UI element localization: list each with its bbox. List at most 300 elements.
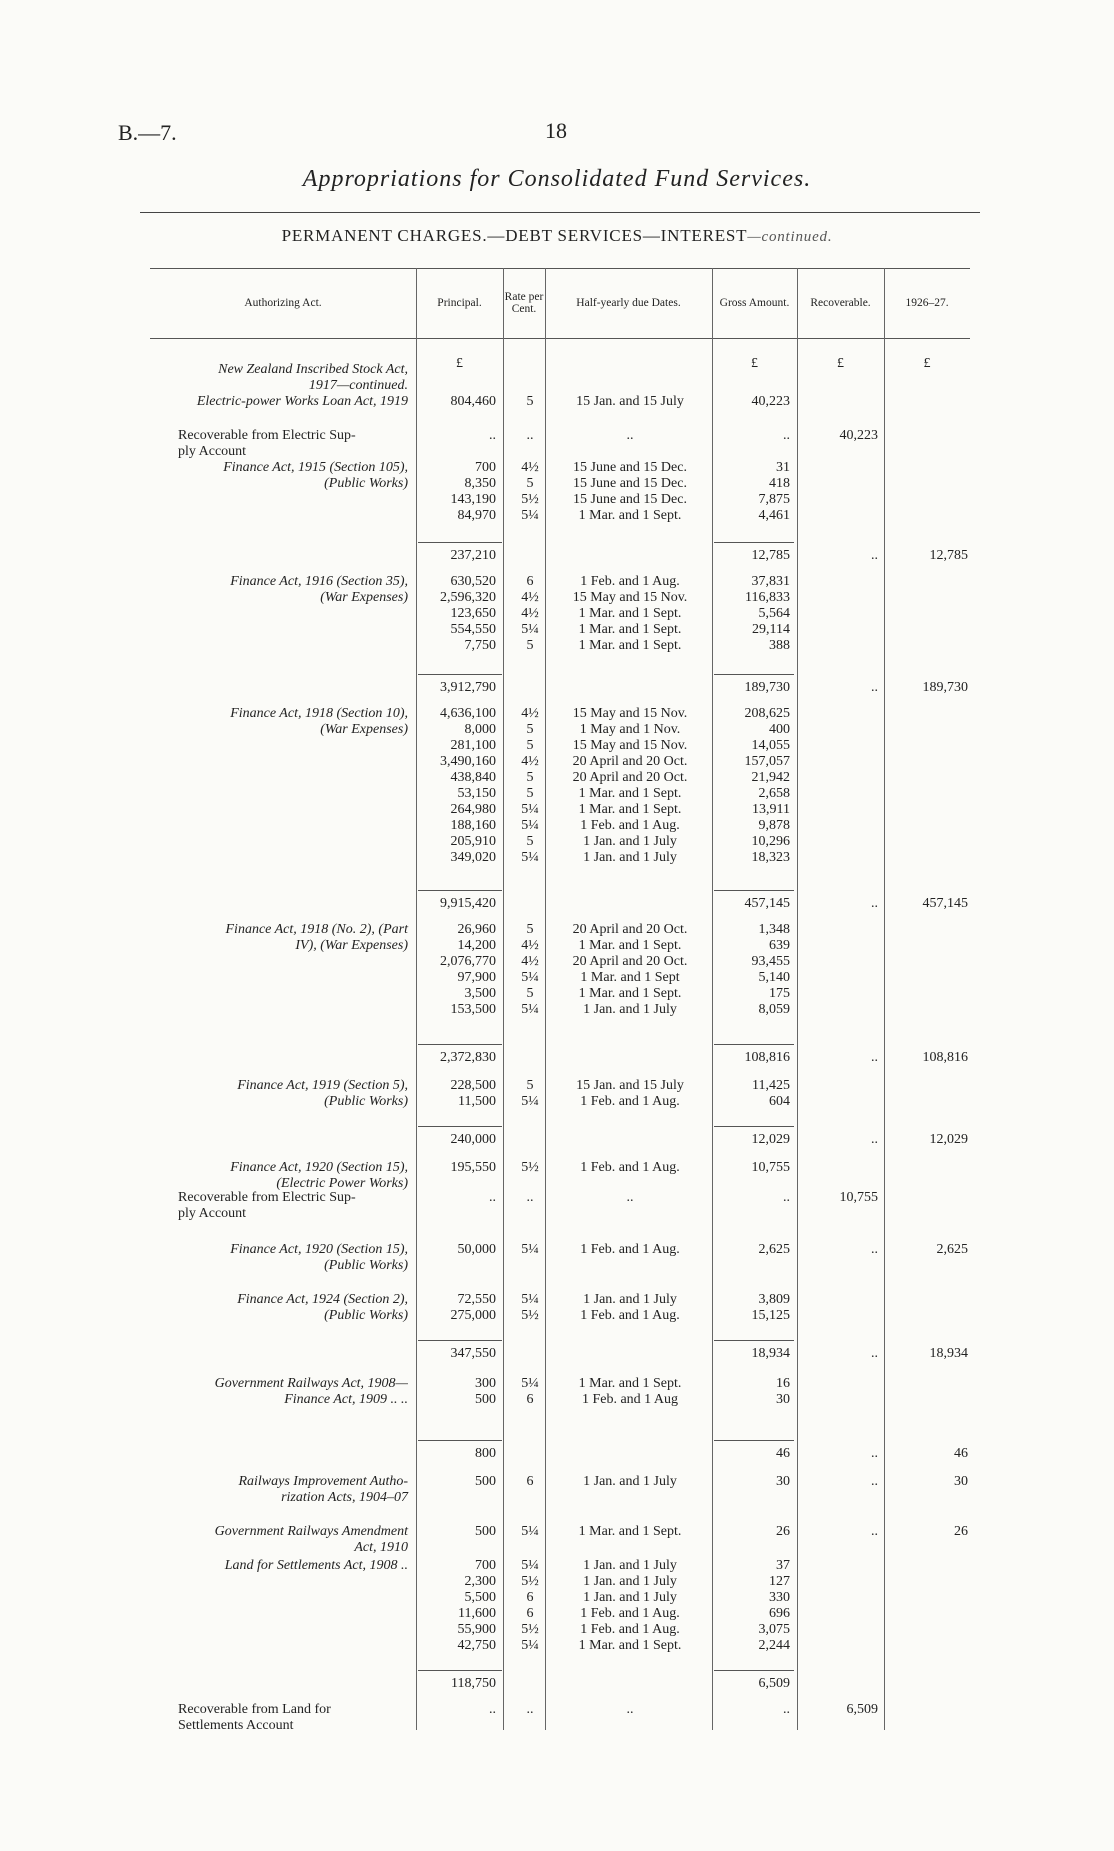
cell-principal: 264,980 [450, 802, 496, 817]
cell-dates: 1 Mar. and 1 Sept. [578, 508, 682, 523]
table-header-rule [150, 338, 970, 339]
table-row [0, 1574, 1114, 1590]
cell-dates: .. [626, 428, 634, 443]
cell-gross: 7,875 [758, 492, 790, 507]
cell-gross: 8,059 [758, 1002, 790, 1017]
cell-rate: 6 [526, 1590, 534, 1605]
cell-rate: 5 [526, 834, 534, 849]
cell-gross: 10,296 [751, 834, 790, 849]
col-header-rate: Rate per Cent. [504, 291, 544, 315]
cell-principal: 26,960 [457, 922, 496, 937]
cell-rate: 5 [526, 638, 534, 653]
cell-principal: 804,460 [450, 394, 496, 409]
subtotal-principal: 3,912,790 [440, 680, 496, 695]
subtotal-rule [418, 542, 502, 543]
cell-principal: 84,970 [457, 508, 496, 523]
cell-principal: 8,350 [464, 476, 496, 491]
cell-principal: 50,000 [457, 1242, 496, 1257]
cell-dates: 15 June and 15 Dec. [573, 460, 687, 475]
table-row [0, 1078, 1114, 1094]
cell-principal: 42,750 [457, 1638, 496, 1653]
cell-dates: 1 Mar. and 1 Sept. [578, 638, 682, 653]
table-row [0, 508, 1114, 524]
cell-principal: 349,020 [450, 850, 496, 865]
cell-principal: 275,000 [450, 1308, 496, 1323]
cell-gross: 208,625 [744, 706, 790, 721]
subtotal-recoverable: .. [871, 896, 878, 911]
table-row [0, 492, 1114, 508]
table-row [0, 394, 1114, 410]
cell-gross: .. [783, 428, 790, 443]
cell-gross: 3,809 [758, 1292, 790, 1307]
cell-gross: 13,911 [752, 802, 790, 817]
subtotal-principal: 118,750 [451, 1676, 496, 1691]
act-line: Finance Act, 1920 (Section 15), [230, 1242, 408, 1257]
cell-rate: 5½ [521, 1574, 539, 1589]
cell-principal: 205,910 [450, 834, 496, 849]
cell-rate: .. [526, 428, 534, 443]
cell-dates: 15 May and 15 Nov. [572, 590, 688, 605]
col-header-principal: Principal. [437, 297, 482, 309]
subtitle-main: PERMANENT CHARGES.—DEBT SERVICES—INTEREST [281, 226, 748, 245]
cell-gross: 40,223 [751, 394, 790, 409]
subtotal-principal: 237,210 [450, 548, 496, 563]
cell-recoverable: .. [871, 1242, 878, 1257]
cell-rate: 4½ [521, 606, 539, 621]
subtotal-year: 18,934 [929, 1346, 968, 1361]
table-row [0, 754, 1114, 770]
cell-dates: 1 Mar. and 1 Sept. [578, 1524, 682, 1539]
subtotal-row [0, 1050, 1114, 1066]
cell-gross: .. [783, 1702, 790, 1717]
subtotal-rule [714, 1044, 794, 1045]
table-row [0, 1392, 1114, 1408]
cell-gross: 4,461 [758, 508, 790, 523]
cell-rate: 6 [526, 1474, 534, 1489]
col-header-gross: Gross Amount. [719, 297, 790, 309]
cell-dates: 1 Mar. and 1 Sept. [578, 786, 682, 801]
cell-principal: 153,500 [450, 1002, 496, 1017]
table-row [0, 1638, 1114, 1654]
cell-gross: 639 [769, 938, 790, 953]
cell-dates: 1 Jan. and 1 July [583, 850, 677, 865]
act-line: Recoverable from Electric Sup- [178, 1190, 356, 1205]
subtotal-rule [714, 1340, 794, 1341]
cell-principal: 700 [475, 460, 496, 475]
act-line: Railways Improvement Autho- [238, 1474, 408, 1489]
cell-gross: 11,425 [752, 1078, 790, 1093]
act-line: (Public Works) [324, 1094, 408, 1109]
subtotal-rule [714, 1440, 794, 1441]
cell-rate: 5¼ [521, 1524, 539, 1539]
cell-rate: 5¼ [521, 970, 539, 985]
subtotal-recoverable: .. [871, 1346, 878, 1361]
cell-principal: 97,900 [457, 970, 496, 985]
subtotal-year: 12,785 [929, 548, 968, 563]
act-line: (War Expenses) [320, 590, 408, 605]
subtotal-gross: 189,730 [744, 680, 790, 695]
cell-dates: 20 April and 20 Oct. [572, 954, 688, 969]
act-line: (Electric Power Works) [276, 1176, 408, 1191]
subtotal-rule [418, 890, 502, 891]
cell-dates: 15 June and 15 Dec. [573, 476, 687, 491]
cell-gross: 330 [769, 1590, 790, 1605]
table-row [0, 802, 1114, 818]
cell-gross: 93,455 [751, 954, 790, 969]
cell-rate: 4½ [521, 590, 539, 605]
cell-principal: 500 [475, 1474, 496, 1489]
cell-dates: 1 Mar. and 1 Sept. [578, 1376, 682, 1391]
subtotal-row [0, 680, 1114, 696]
cell-dates: 1 Feb. and 1 Aug. [580, 1606, 680, 1621]
cell-principal: 11,600 [458, 1606, 496, 1621]
cell-principal: 3,490,160 [440, 754, 496, 769]
subtotal-recoverable: .. [871, 1132, 878, 1147]
subtotal-row [0, 896, 1114, 912]
subtotal-year: 189,730 [922, 680, 968, 695]
cell-gross: 16 [776, 1376, 790, 1391]
cell-principal: 438,840 [450, 770, 496, 785]
cell-dates: 20 April and 20 Oct. [572, 770, 688, 785]
cell-dates: 1 Mar. and 1 Sept. [578, 986, 682, 1001]
cell-dates: 1 Mar. and 1 Sept. [578, 1638, 682, 1653]
act-line: (Public Works) [324, 1258, 408, 1273]
cell-principal: 700 [475, 1558, 496, 1573]
cell-principal: 554,550 [450, 622, 496, 637]
col-header-recoverable: Recoverable. [810, 297, 871, 309]
subtotal-rule [418, 674, 502, 675]
cell-gross: 418 [769, 476, 790, 491]
cell-rate: 5¼ [521, 508, 539, 523]
act-line: Government Railways Act, 1908— [214, 1376, 408, 1391]
cell-gross: 696 [769, 1606, 790, 1621]
cell-gross: 30 [776, 1392, 790, 1407]
cell-principal: .. [489, 428, 496, 443]
cell-rate: 5 [526, 770, 534, 785]
cell-gross: 9,878 [758, 818, 790, 833]
table-row [0, 1094, 1114, 1110]
cell-principal: .. [489, 1702, 496, 1717]
cell-rate: 5¼ [521, 850, 539, 865]
cell-principal: 3,500 [464, 986, 496, 1001]
cell-year: 30 [954, 1474, 968, 1489]
cell-dates: 1 Feb. and 1 Aug. [580, 1160, 680, 1175]
act-line: Finance Act, 1918 (Section 10), [230, 706, 408, 721]
cell-principal: 5,500 [464, 1590, 496, 1605]
cell-recoverable: 6,509 [846, 1702, 878, 1717]
subtotal-gross: 6,509 [758, 1676, 790, 1691]
cell-recoverable: .. [871, 1474, 878, 1489]
cell-rate: .. [526, 1702, 534, 1717]
cell-principal: 188,160 [450, 818, 496, 833]
subtotal-recoverable: .. [871, 680, 878, 695]
cell-dates: 15 Jan. and 15 July [576, 1078, 684, 1093]
cell-rate: 6 [526, 574, 534, 589]
cell-rate: 5 [526, 722, 534, 737]
cell-gross: 18,323 [751, 850, 790, 865]
cell-principal: 300 [475, 1376, 496, 1391]
table-row [0, 986, 1114, 1002]
cell-gross: .. [783, 1190, 790, 1205]
cell-rate: 5 [526, 394, 534, 409]
cell-dates: 15 May and 15 Nov. [572, 706, 688, 721]
subtotal-rule [714, 1670, 794, 1671]
cell-gross: 10,755 [751, 1160, 790, 1175]
cell-gross: 5,140 [758, 970, 790, 985]
cell-rate: 5¼ [521, 1292, 539, 1307]
cell-gross: 400 [769, 722, 790, 737]
table-row [0, 954, 1114, 970]
cell-dates: 1 Jan. and 1 July [583, 834, 677, 849]
cell-principal: 143,190 [450, 492, 496, 507]
cell-gross: 26 [776, 1524, 790, 1539]
cell-dates: 1 Jan. and 1 July [583, 1292, 677, 1307]
cell-dates: 1 Mar. and 1 Sept. [578, 622, 682, 637]
table-row [0, 1292, 1114, 1308]
cell-gross: 2,658 [758, 786, 790, 801]
act-line: Government Railways Amendment [214, 1524, 408, 1539]
subtotal-principal: 800 [475, 1446, 496, 1461]
subtotal-gross: 12,029 [751, 1132, 790, 1147]
cell-gross: 116,833 [745, 590, 790, 605]
cell-rate: 5½ [521, 1622, 539, 1637]
cell-rate: 5 [526, 476, 534, 491]
page-number: 18 [545, 118, 567, 143]
title-rule [140, 212, 980, 213]
cell-rate: 6 [526, 1606, 534, 1621]
table-row [0, 818, 1114, 834]
subtotal-year: 12,029 [929, 1132, 968, 1147]
cell-rate: 5½ [521, 492, 539, 507]
cell-gross: 15,125 [751, 1308, 790, 1323]
act-line: (Public Works) [324, 1308, 408, 1323]
table-row [0, 850, 1114, 866]
cell-rate: 5 [526, 786, 534, 801]
act-line: Finance Act, 1909 .. .. [284, 1392, 408, 1407]
table-row [0, 786, 1114, 802]
cell-gross: 127 [769, 1574, 790, 1589]
cell-gross: 31 [776, 460, 790, 475]
table-row [0, 1474, 1114, 1490]
cell-rate: 5¼ [521, 802, 539, 817]
table-row [0, 1524, 1114, 1540]
cell-dates: 20 April and 20 Oct. [572, 754, 688, 769]
cell-rate: 5½ [521, 1308, 539, 1323]
cell-principal: 55,900 [457, 1622, 496, 1637]
cell-gross: 604 [769, 1094, 790, 1109]
cell-rate: .. [526, 1190, 534, 1205]
cell-rate: 5 [526, 986, 534, 1001]
cell-rate: 6 [526, 1392, 534, 1407]
act-line: IV), (War Expenses) [295, 938, 408, 953]
subtotal-rule [714, 674, 794, 675]
table-row [0, 1376, 1114, 1392]
cell-principal: 11,500 [458, 1094, 496, 1109]
subtotal-principal: 2,372,830 [440, 1050, 496, 1065]
currency-recoverable: £ [837, 356, 844, 371]
page-title: Appropriations for Consolidated Fund Services. [302, 166, 812, 192]
table-row [0, 622, 1114, 638]
subtotal-gross: 46 [776, 1446, 790, 1461]
cell-dates: .. [626, 1190, 634, 1205]
cell-recoverable: .. [871, 1524, 878, 1539]
cell-dates: 1 Feb. and 1 Aug. [580, 1094, 680, 1109]
subtotal-recoverable: .. [871, 1050, 878, 1065]
cell-principal: 2,076,770 [440, 954, 496, 969]
table-row [0, 938, 1114, 954]
currency-principal: £ [456, 356, 463, 371]
cell-principal: 2,596,320 [440, 590, 496, 605]
subtotal-rule [714, 1126, 794, 1127]
act-line: New Zealand Inscribed Stock Act, [218, 362, 408, 377]
act-line: Finance Act, 1915 (Section 105), [223, 460, 408, 475]
act-line: Finance Act, 1916 (Section 35), [230, 574, 408, 589]
cell-rate: 4½ [521, 938, 539, 953]
subtotal-principal: 240,000 [450, 1132, 496, 1147]
cell-principal: 123,650 [450, 606, 496, 621]
cell-rate: 5½ [521, 1160, 539, 1175]
subtotal-gross: 108,816 [744, 1050, 790, 1065]
cell-gross: 29,114 [752, 622, 790, 637]
act-line: Finance Act, 1919 (Section 5), [237, 1078, 408, 1093]
table-row [0, 1558, 1114, 1574]
cell-dates: 1 Mar. and 1 Sept. [578, 606, 682, 621]
cell-rate: 5¼ [521, 1638, 539, 1653]
table-row [0, 722, 1114, 738]
cell-dates: 1 Mar. and 1 Sept [580, 970, 680, 985]
subtotal-rule [714, 890, 794, 891]
cell-rate: 4½ [521, 460, 539, 475]
act-line: Recoverable from Land for [178, 1702, 331, 1717]
table-row [0, 428, 1114, 444]
cell-dates: 1 Jan. and 1 July [583, 1474, 677, 1489]
cell-gross: 2,625 [758, 1242, 790, 1257]
cell-gross: 3,075 [758, 1622, 790, 1637]
table-row [0, 1702, 1114, 1718]
table-row [0, 476, 1114, 492]
cell-principal: 195,550 [450, 1160, 496, 1175]
cell-dates: 20 April and 20 Oct. [572, 922, 688, 937]
cell-principal: 4,636,100 [440, 706, 496, 721]
cell-gross: 37,831 [751, 574, 790, 589]
cell-rate: 5 [526, 738, 534, 753]
cell-rate: 5¼ [521, 1558, 539, 1573]
cell-dates: 1 Feb. and 1 Aug. [580, 1622, 680, 1637]
cell-dates: 15 June and 15 Dec. [573, 492, 687, 507]
cell-principal: 8,000 [464, 722, 496, 737]
col-header-year: 1926–27. [905, 297, 949, 309]
table-row [0, 1190, 1114, 1206]
subtotal-row [0, 1446, 1114, 1462]
cell-principal: .. [489, 1190, 496, 1205]
subtotal-row [0, 548, 1114, 564]
cell-recoverable: 10,755 [839, 1190, 878, 1205]
cell-dates: .. [626, 1702, 634, 1717]
cell-dates: 1 Feb. and 1 Aug. [580, 1308, 680, 1323]
cell-principal: 281,100 [450, 738, 496, 753]
act-line: ply Account [178, 1206, 247, 1221]
cell-rate: 4½ [521, 754, 539, 769]
cell-dates: 1 Jan. and 1 July [583, 1002, 677, 1017]
table-row [0, 1590, 1114, 1606]
table-row [0, 770, 1114, 786]
cell-gross: 1,348 [758, 922, 790, 937]
table-row [0, 738, 1114, 754]
currency-year: £ [923, 356, 931, 371]
cell-principal: 500 [475, 1392, 496, 1407]
table-row [0, 970, 1114, 986]
table-row [0, 574, 1114, 590]
cell-dates: 1 Mar. and 1 Sept. [578, 938, 682, 953]
currency-gross: £ [751, 356, 758, 371]
cell-rate: 5 [526, 922, 534, 937]
subtotal-year: 46 [954, 1446, 968, 1461]
act-line: ply Account [178, 444, 247, 459]
cell-dates: 1 Jan. and 1 July [583, 1590, 677, 1605]
act-line: Finance Act, 1924 (Section 2), [237, 1292, 408, 1307]
cell-dates: 15 Jan. and 15 July [576, 394, 684, 409]
table-row [0, 1606, 1114, 1622]
act-line: Finance Act, 1918 (No. 2), (Part [225, 922, 408, 937]
cell-rate: 5¼ [521, 1094, 539, 1109]
table-row [0, 1160, 1114, 1176]
act-line: Land for Settlements Act, 1908 .. [224, 1558, 408, 1573]
act-line: Finance Act, 1920 (Section 15), [230, 1160, 408, 1175]
cell-dates: 1 May and 1 Nov. [579, 722, 681, 737]
col-header-dates: Half-yearly due Dates. [576, 297, 681, 309]
subtotal-gross: 18,934 [751, 1346, 790, 1361]
subtotal-rule [418, 1126, 502, 1127]
cell-principal: 228,500 [450, 1078, 496, 1093]
subtotal-gross: 12,785 [751, 548, 790, 563]
cell-gross: 175 [769, 986, 790, 1001]
cell-principal: 53,150 [457, 786, 496, 801]
subtotal-principal: 347,550 [450, 1346, 496, 1361]
cell-gross: 37 [776, 1558, 790, 1573]
cell-rate: 5¼ [521, 1376, 539, 1391]
act-line: 1917—continued. [308, 378, 408, 393]
subtotal-row [0, 1676, 1114, 1692]
cell-principal: 7,750 [464, 638, 496, 653]
cell-principal: 14,200 [457, 938, 496, 953]
act-line: Electric-power Works Loan Act, 1919 [196, 394, 408, 409]
cell-gross: 21,942 [751, 770, 790, 785]
subtotal-rule [418, 1340, 502, 1341]
subtotal-year: 108,816 [922, 1050, 968, 1065]
cell-dates: 1 Feb. and 1 Aug. [580, 574, 680, 589]
table-row [0, 1622, 1114, 1638]
subtotal-gross: 457,145 [744, 896, 790, 911]
cell-year: 2,625 [936, 1242, 968, 1257]
cell-dates: 1 Jan. and 1 July [583, 1558, 677, 1573]
table-row [0, 606, 1114, 622]
cell-gross: 14,055 [751, 738, 790, 753]
cell-dates: 1 Feb. and 1 Aug. [580, 1242, 680, 1257]
table-row [0, 638, 1114, 654]
cell-rate: 5 [526, 1078, 534, 1093]
cell-gross: 5,564 [758, 606, 790, 621]
cell-principal: 2,300 [464, 1574, 496, 1589]
act-line: Recoverable from Electric Sup- [178, 428, 356, 443]
subtotal-recoverable: .. [871, 548, 878, 563]
subtotal-rule [714, 542, 794, 543]
subtotal-row [0, 1132, 1114, 1148]
cell-gross: 388 [769, 638, 790, 653]
cell-principal: 72,550 [457, 1292, 496, 1307]
subtitle-suffix: —continued. [747, 229, 833, 245]
subtotal-principal: 9,915,420 [440, 896, 496, 911]
table-row [0, 1242, 1114, 1258]
